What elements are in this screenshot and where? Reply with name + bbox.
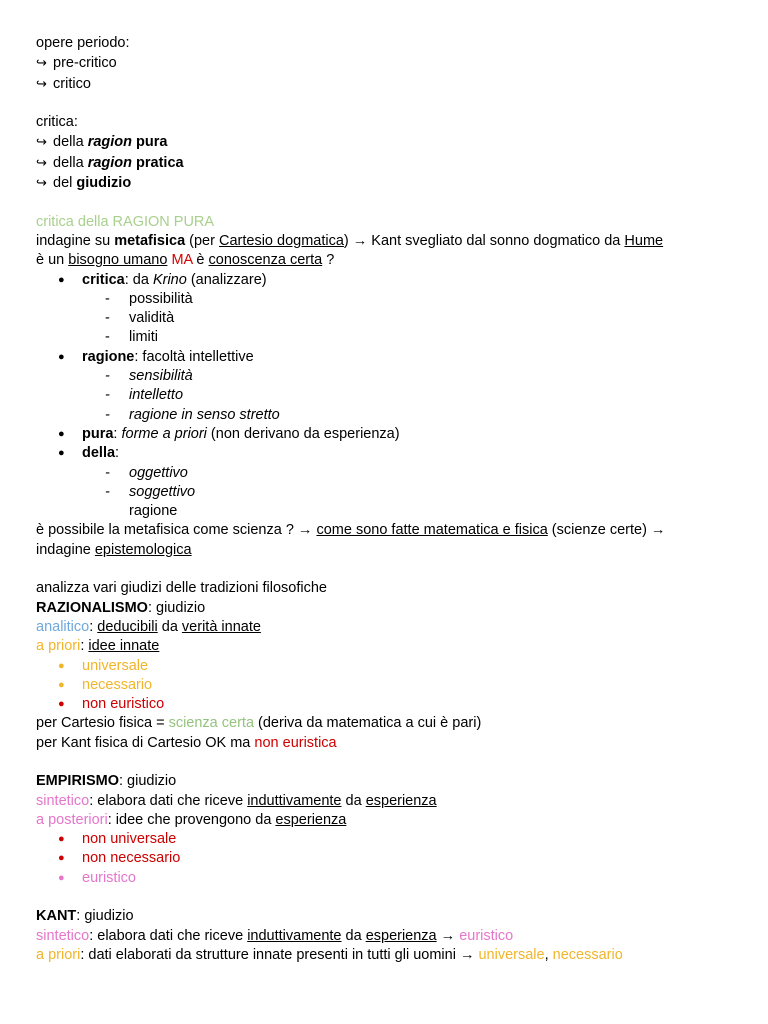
text-line: a priori: idee innate bbox=[36, 638, 160, 655]
periods-label: opere periodo: bbox=[36, 35, 130, 51]
period-item: ↪ critico bbox=[36, 75, 91, 92]
list-item: ● euristico bbox=[36, 869, 732, 888]
subheading: KANT: giudizio bbox=[36, 908, 134, 925]
list-item: ● universale bbox=[36, 657, 732, 676]
bullet-list bbox=[36, 271, 732, 290]
dash-list bbox=[36, 367, 732, 425]
text-line: analizza vari giudizi delle tradizioni filosofiche bbox=[36, 580, 327, 597]
dash-list bbox=[36, 464, 732, 503]
subheading: RAZIONALISMO: giudizio bbox=[36, 599, 206, 616]
text-line: a priori: dati elaborati da strutture innate presenti in tutti gli uomini → universale, necessario bbox=[36, 946, 623, 963]
critica-item: ↪ della ragion pratica bbox=[36, 154, 184, 171]
period-item: ↪ pre-critico bbox=[36, 55, 117, 72]
text-line: analitico: deducibili da verità innate bbox=[36, 618, 261, 635]
bullet-list bbox=[36, 657, 732, 715]
list-item: ● non euristico bbox=[36, 695, 732, 714]
critica-label: critica: bbox=[36, 114, 78, 131]
list-item: - soggettivo bbox=[36, 483, 732, 502]
list-item: ● pura: forme a priori (non derivano da esperienza) bbox=[36, 425, 732, 444]
text-line: indagine su metafisica (per Cartesio dogmatica) → Kant svegliato dal sonno dogmatico da Hume bbox=[36, 232, 664, 249]
list-item: - possibilità bbox=[36, 290, 732, 309]
list-item: - oggettivo bbox=[36, 464, 732, 483]
list-item: ● necessario bbox=[36, 676, 732, 695]
list-item: - intelletto bbox=[36, 386, 732, 405]
list-item: - validità bbox=[36, 309, 732, 328]
list-item: ● critica: da Krino (analizzare) bbox=[36, 271, 732, 290]
text-line: indagine epistemologica bbox=[36, 541, 192, 558]
hook-arrow-icon: ↪ bbox=[36, 134, 47, 150]
text-line: sintetico: elabora dati che riceve induttivamente da esperienza bbox=[36, 792, 437, 809]
section-heading: critica della RAGION PURA bbox=[36, 213, 215, 230]
critica-item: ↪ della ragion pura bbox=[36, 134, 168, 151]
text-line: è un bisogno umano MA è conoscenza certa ? bbox=[36, 252, 335, 269]
hook-arrow-icon: ↪ bbox=[36, 55, 47, 71]
list-item: ● non universale bbox=[36, 830, 732, 849]
list-item: ● ragione: facoltà intellettive bbox=[36, 348, 732, 367]
text-line: è possibile la metafisica come scienza ? → come sono fatte matematica e fisica (scienze certe) → bbox=[36, 522, 666, 539]
list-item: - ragione in senso stretto bbox=[36, 406, 732, 425]
dash-list bbox=[36, 290, 732, 348]
hook-arrow-icon: ↪ bbox=[36, 75, 47, 91]
text-line: sintetico: elabora dati che riceve induttivamente da esperienza → euristico bbox=[36, 927, 514, 944]
critica-item: ↪ del giudizio bbox=[36, 175, 132, 192]
text-line: per Cartesio fisica = scienza certa (deriva da matematica a cui è pari) bbox=[36, 715, 482, 732]
bullet-list bbox=[36, 830, 732, 888]
text-line: a posteriori: idee che provengono da esperienza bbox=[36, 811, 347, 828]
text-line: ragione bbox=[129, 503, 178, 520]
list-item: ● non necessario bbox=[36, 849, 732, 868]
subheading: EMPIRISMO: giudizio bbox=[36, 773, 177, 790]
hook-arrow-icon: ↪ bbox=[36, 154, 47, 170]
bullet-list bbox=[36, 425, 732, 464]
hook-arrow-icon: ↪ bbox=[36, 175, 47, 191]
list-item: - limiti bbox=[36, 328, 732, 347]
list-item: ● della: bbox=[36, 444, 732, 463]
bullet-list bbox=[36, 348, 732, 367]
text-line: per Kant fisica di Cartesio OK ma non euristica bbox=[36, 734, 337, 751]
list-item: - sensibilità bbox=[36, 367, 732, 386]
